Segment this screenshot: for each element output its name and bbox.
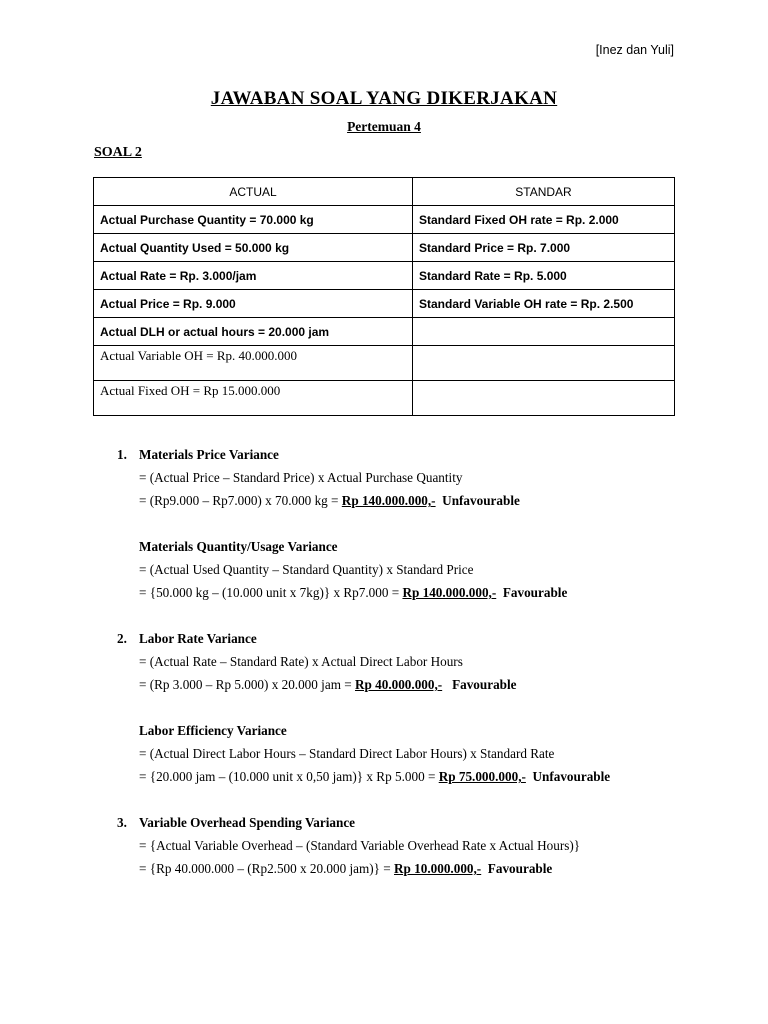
table-row bbox=[94, 346, 675, 381]
answer-number: 2. bbox=[117, 631, 127, 646]
answer-calculation: = (Rp9.000 – Rp7.000) x 70.000 kg = Rp 140.000.000,- Unfavourable bbox=[139, 493, 520, 508]
answer-result: Rp 75.000.000,- bbox=[438, 769, 526, 784]
answer-subheading: Materials Quantity/Usage Variance bbox=[139, 539, 338, 554]
answer-item bbox=[117, 811, 677, 880]
document-subtitle: Pertemuan 4 bbox=[347, 119, 421, 134]
answer-number: 1. bbox=[117, 447, 127, 462]
table-header-actual: ACTUAL bbox=[94, 178, 413, 206]
answer-list bbox=[117, 443, 677, 880]
table-cell: Actual Quantity Used = 50.000 kg bbox=[94, 234, 413, 262]
table-cell: Actual Price = Rp. 9.000 bbox=[94, 290, 413, 318]
table-row bbox=[94, 262, 675, 290]
table-cell: Standard Fixed OH rate = Rp. 2.000 bbox=[413, 206, 675, 234]
answer-verdict: Favourable bbox=[502, 585, 568, 600]
answer-calculation: = {20.000 jam – (10.000 unit x 0,50 jam)} x Rp 5.000 = Rp 75.000.000,- Unfavourable bbox=[139, 769, 611, 784]
table-cell: Actual DLH or actual hours = 20.000 jam bbox=[94, 318, 413, 346]
answer-calculation: = {50.000 kg – (10.000 unit x 7kg)} x Rp7.000 = Rp 140.000.000,- Favourable bbox=[139, 585, 568, 600]
answer-item bbox=[117, 627, 677, 811]
table-cell: Actual Purchase Quantity = 70.000 kg bbox=[94, 206, 413, 234]
answer-item bbox=[117, 443, 677, 627]
table-row bbox=[94, 206, 675, 234]
answer-verdict: Unfavourable bbox=[442, 493, 520, 508]
answer-formula: = (Actual Price – Standard Price) x Actual Purchase Quantity bbox=[139, 470, 463, 485]
section-label: SOAL 2 bbox=[94, 145, 142, 160]
answer-formula: = (Actual Direct Labor Hours – Standard Direct Labor Hours) x Standard Rate bbox=[139, 746, 555, 761]
table-cell: Actual Variable OH = Rp. 40.000.000 bbox=[94, 346, 413, 381]
answer-subheading: Labor Efficiency Variance bbox=[139, 723, 287, 738]
answer-heading: Variable Overhead Spending Variance bbox=[139, 815, 356, 830]
header-authors: [Inez dan Yuli] bbox=[595, 43, 674, 57]
answer-calculation: = {Rp 40.000.000 – (Rp2.500 x 20.000 jam)} = Rp 10.000.000,- Favourable bbox=[139, 861, 553, 876]
answer-calculation: = (Rp 3.000 – Rp 5.000) x 20.000 jam = Rp 40.000.000,- Favourable bbox=[139, 677, 517, 692]
answer-heading: Labor Rate Variance bbox=[139, 631, 257, 646]
answer-verdict: Favourable bbox=[487, 861, 553, 876]
document-title: JAWABAN SOAL YANG DIKERJAKAN bbox=[210, 88, 558, 109]
answer-formula: = (Actual Rate – Standard Rate) x Actual Direct Labor Hours bbox=[139, 654, 463, 669]
answer-result: Rp 140.000.000,- bbox=[341, 493, 436, 508]
table-row bbox=[94, 381, 675, 416]
table-cell: Actual Rate = Rp. 3.000/jam bbox=[94, 262, 413, 290]
answer-verdict: Unfavourable bbox=[532, 769, 611, 784]
table-row bbox=[94, 318, 675, 346]
answer-result: Rp 10.000.000,- bbox=[394, 861, 482, 876]
table-cell: Actual Fixed OH = Rp 15.000.000 bbox=[94, 381, 413, 416]
table-header-standar: STANDAR bbox=[413, 178, 675, 206]
answer-number: 3. bbox=[117, 815, 127, 830]
table-cell: Standard Variable OH rate = Rp. 2.500 bbox=[413, 290, 675, 318]
answer-result: Rp 40.000.000,- bbox=[354, 677, 443, 692]
table-cell: Standard Rate = Rp. 5.000 bbox=[413, 262, 675, 290]
table-cell bbox=[413, 318, 675, 346]
answer-heading: Materials Price Variance bbox=[139, 447, 279, 462]
answer-result: Rp 140.000.000,- bbox=[402, 585, 497, 600]
answer-formula: = (Actual Used Quantity – Standard Quantity) x Standard Price bbox=[139, 562, 474, 577]
answer-verdict: Favourable bbox=[452, 677, 517, 692]
table-row bbox=[94, 290, 675, 318]
table-cell bbox=[413, 381, 675, 416]
data-table bbox=[93, 177, 675, 416]
table-header-row bbox=[94, 178, 675, 206]
table-cell: Standard Price = Rp. 7.000 bbox=[413, 234, 675, 262]
table-cell bbox=[413, 346, 675, 381]
answer-formula: = {Actual Variable Overhead – (Standard Variable Overhead Rate x Actual Hours)} bbox=[139, 838, 581, 853]
table-row bbox=[94, 234, 675, 262]
